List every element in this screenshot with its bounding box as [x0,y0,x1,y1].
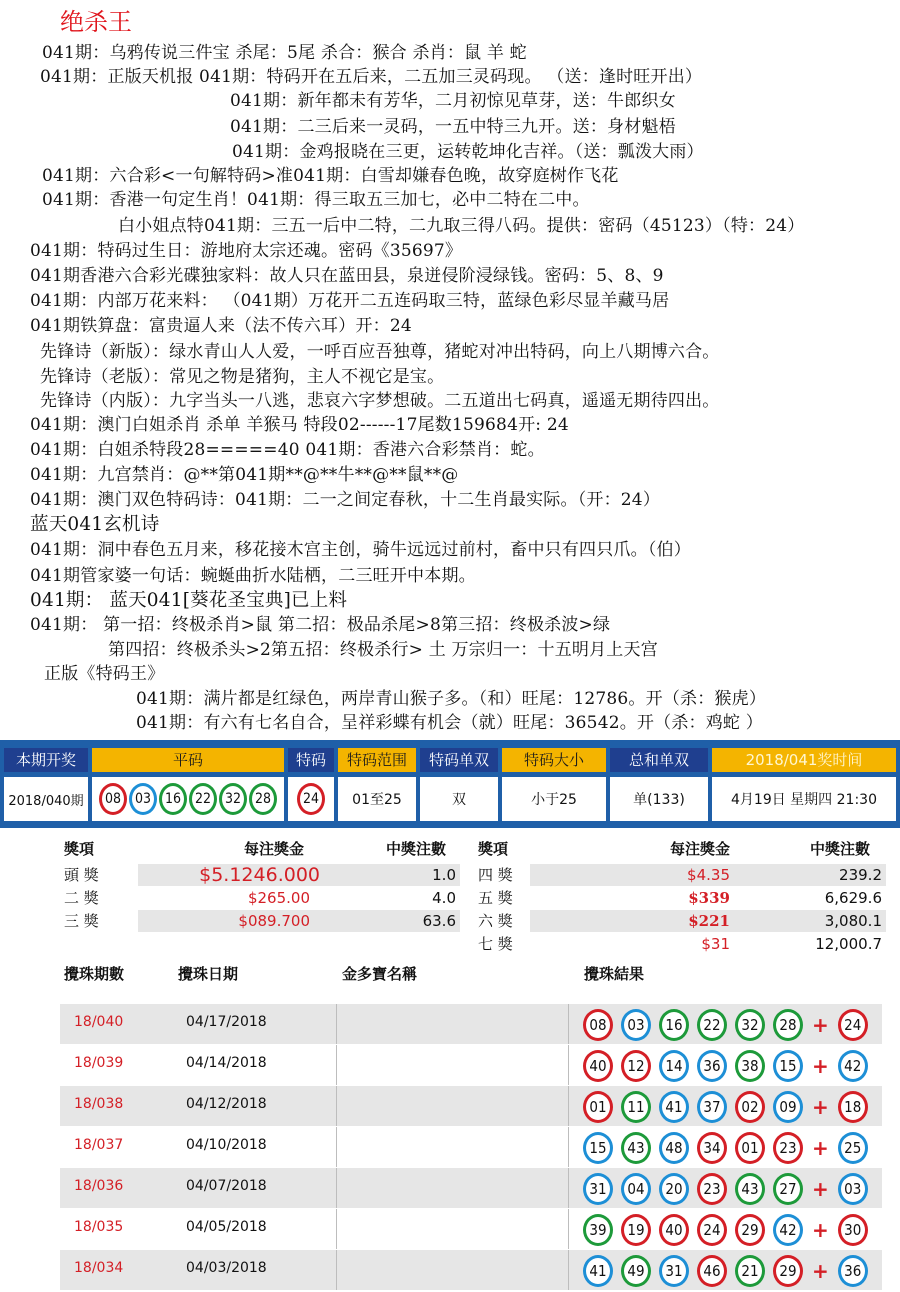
lottery-ball: 22 [697,1009,727,1041]
lottery-ball: 43 [621,1132,651,1164]
text-line: 041期管家婆一句话：蜿蜒曲折水陆栖，二三旺开中本期。 [30,566,476,586]
text-line: 041期：白姐杀特段28=====40 041期：香港六合彩禁肖：蛇。 [30,440,545,460]
special-ball: 24 [838,1009,868,1041]
prize-header-amount: 每注獎金 [244,840,305,858]
prize-label: 四 獎 [478,866,513,884]
lottery-ball: 34 [697,1132,727,1164]
special-ball: 30 [838,1214,868,1246]
table-row [60,1127,882,1167]
special-ball: 25 [838,1132,868,1164]
lottery-ball: 24 [297,783,325,815]
lottery-ball: 22 [189,783,217,815]
column-divider [568,1168,569,1208]
lottery-ball: 41 [583,1255,613,1287]
special-ball: 36 [838,1255,868,1287]
prize-header-amount: 每注獎金 [670,840,731,858]
results-header-period: 攪珠期數 [64,965,125,983]
lottery-ball: 28 [773,1009,803,1041]
lottery-ball: 31 [583,1173,613,1205]
column-divider [336,1209,337,1249]
text-line: 041期：澳门白姐杀肖 杀单 羊猴马 特段02------17尾数159684开: 24 [30,415,569,435]
prize-label: 三 獎 [64,912,99,930]
text-line: 041期：有六有七名自合，呈祥彩蝶有机会（就）旺尾：36542。开（杀：鸡蛇 ） [136,713,763,733]
prize-count: 12,000.7 [815,935,882,953]
prize-header-count: 中獎注數 [810,840,871,858]
lottery-ball: 29 [735,1214,765,1246]
lottery-ball: 49 [621,1255,651,1287]
prize-row [60,887,460,909]
draw-date: 04/07/2018 [186,1178,267,1194]
lottery-ball: 27 [773,1173,803,1205]
lottery-ball: 43 [735,1173,765,1205]
text-line: 041期：洞中春色五月来，移花接木宫主创，骑牛远远过前村，畜中只有四只爪。（伯） [30,540,691,560]
lottery-ball: 29 [773,1255,803,1287]
text-line: 041期：澳门双色特码诗：041期：二一之间定春秋，十二生肖最实际。（开：24） [30,490,661,510]
prize-label: 二 獎 [64,889,99,907]
lottery-ball: 01 [583,1091,613,1123]
prize-amount: $339 [688,889,730,907]
plus-icon: + [812,1259,829,1283]
lottery-ball: 20 [659,1173,689,1205]
prize-label: 六 獎 [478,912,513,930]
lottery-ball: 08 [583,1009,613,1041]
header-special-size: 特码大小 [502,748,606,772]
draw-date: 04/14/2018 [186,1055,267,1071]
text-line: 041期：二三后来一灵码，一五中特三九开。送：身材魁梧 [230,117,676,137]
text-line: 041期香港六合彩光碟独家料：故人只在蓝田县，泉迸侵阶浸绿钱。密码：5、8、9 [30,266,664,286]
prize-count: 4.0 [432,889,456,907]
prize-amount: $089.700 [238,912,310,930]
special-size-value: 小于25 [502,777,606,821]
lottery-ball: 46 [697,1255,727,1287]
lottery-ball: 48 [659,1132,689,1164]
table-row [60,1086,882,1126]
special-ball: 42 [838,1050,868,1082]
lottery-ball: 23 [773,1132,803,1164]
table-row [60,1209,882,1249]
lottery-ball: 08 [99,783,127,815]
lottery-ball: 01 [735,1132,765,1164]
prize-label: 五 獎 [478,889,513,907]
lottery-ball: 32 [735,1009,765,1041]
header-special-odd-even: 特码单双 [420,748,498,772]
draw-date: 04/17/2018 [186,1014,267,1030]
lottery-ball: 21 [735,1255,765,1287]
text-line: 第四招：终极杀头>2第五招：终极杀行> 土 万宗归一：十五明月上天宫 [108,640,658,660]
prize-amount: $5.1246.000 [199,864,320,886]
prize-count: 6,629.6 [824,889,882,907]
lottery-ball: 24 [697,1214,727,1246]
prize-count: 3,080.1 [824,912,882,930]
text-line: 041期：满片都是红绿色，两岸青山猴子多。（和）旺尾：12786。开（杀：猴虎） [136,689,767,709]
lottery-ball: 36 [697,1050,727,1082]
lottery-ball: 38 [735,1050,765,1082]
prize-count: 239.2 [839,866,882,884]
lottery-ball: 41 [659,1091,689,1123]
table-row [60,1168,882,1208]
plus-icon: + [812,1013,829,1037]
header-sum-odd-even: 总和单双 [610,748,708,772]
header-special-range: 特码范围 [338,748,416,772]
text-line: 041期： 蓝天041[葵花圣宝典]已上料 [30,590,348,611]
prize-label: 七 獎 [478,935,513,953]
text-line: 白小姐点特041期：三五一后中二特，二九取三得八码。提供：密码（45123）（特：24） [118,216,805,236]
lottery-ball: 37 [697,1091,727,1123]
prize-row [474,933,886,955]
header-next-draw-time: 2018/041奖时间 [712,748,896,772]
prize-header-label: 獎項 [478,840,509,858]
header-regular-numbers: 平码 [92,748,284,772]
draw-period: 18/038 [74,1096,124,1112]
prize-label: 頭 獎 [64,866,99,884]
plus-icon: + [812,1095,829,1119]
draw-period: 18/039 [74,1055,124,1071]
page-title: 绝杀王 [60,8,132,36]
text-line: 先锋诗（新版）：绿水青山人人爱，一呼百应吾独尊，猪蛇对冲出特码，向上八期博六合。 [40,342,720,362]
lottery-ball: 03 [129,783,157,815]
draw-balls [582,1214,875,1246]
header-special-number: 特码 [288,748,334,772]
draw-period: 18/040 [74,1014,124,1030]
prize-amount: $4.35 [687,866,730,884]
table-row [60,1250,882,1290]
text-line: 先锋诗（内版）：九字当头一八逃，悲哀六字梦想破。二五道出七码真，遥遥无期待四出。 [40,391,720,411]
special-odd-even-value: 双 [420,777,498,821]
column-divider [568,1209,569,1249]
prize-row [474,910,886,932]
column-divider [336,1127,337,1167]
column-divider [336,1168,337,1208]
column-divider [568,1086,569,1126]
prize-header-label: 獎項 [64,840,95,858]
next-draw-time-value: 4月19日 星期四 21:30 [712,777,896,821]
draw-date: 04/10/2018 [186,1137,267,1153]
text-line: 041期：九宫禁肖：@**第041期**@**牛**@**鼠**@ [30,465,459,485]
draw-balls [582,1173,875,1205]
lottery-ball: 42 [773,1214,803,1246]
lottery-ball: 23 [697,1173,727,1205]
column-divider [568,1004,569,1044]
column-divider [568,1127,569,1167]
prize-amount: $31 [701,935,730,953]
lottery-ball: 32 [219,783,247,815]
special-ball: 18 [838,1091,868,1123]
special-ball: 03 [838,1173,868,1205]
column-divider [336,1045,337,1085]
table-row [60,1004,882,1044]
draw-period: 18/037 [74,1137,124,1153]
column-divider [336,1250,337,1290]
plus-icon: + [812,1177,829,1201]
draw-balls [582,1050,875,1082]
lottery-ball: 02 [735,1091,765,1123]
lottery-ball: 03 [621,1009,651,1041]
text-line: 041期：内部万花来料： （041期）万花开二五连码取三特，蓝绿色彩尽显羊藏马居 [30,291,670,311]
prize-amount: $221 [688,912,730,930]
draw-balls [582,1091,875,1123]
lottery-ball: 15 [773,1050,803,1082]
plus-icon: + [812,1054,829,1078]
regular-balls [92,777,284,821]
draw-date: 04/03/2018 [186,1260,267,1276]
results-header-date: 攪珠日期 [178,965,239,983]
text-line: 先锋诗（老版）：常见之物是猪狗，主人不视它是宝。 [40,367,445,387]
text-line: 041期：正版天机报 041期：特码开在五后来，二五加三灵码现。 （送：逢时旺开出） [40,67,703,87]
prize-amount: $265.00 [247,889,310,907]
draw-period: 18/035 [74,1219,124,1235]
lottery-ball: 04 [621,1173,651,1205]
column-divider [568,1250,569,1290]
text-line: 041期：六合彩<一句解特码>准041期：白雪却嫌春色晚，故穿庭树作飞花 [42,166,619,186]
draw-period: 18/034 [74,1260,124,1276]
draw-balls [582,1255,875,1287]
text-line: 041期铁算盘：富贵逼人来（法不传六耳）开：24 [30,316,412,336]
column-divider [336,1086,337,1126]
lottery-ball: 40 [659,1214,689,1246]
text-line: 041期：乌鸦传说三件宝 杀尾：5尾 杀合：猴合 杀肖：鼠 羊 蛇 [42,43,527,63]
text-line: 041期：金鸡报晓在三更，运转乾坤化吉祥。（送：瓢泼大雨） [232,142,704,162]
special-range-value: 01至25 [338,777,416,821]
results-header-name: 金多寶名稱 [342,965,418,983]
column-divider [568,1045,569,1085]
lottery-ball: 11 [621,1091,651,1123]
lottery-ball: 16 [659,1009,689,1041]
plus-icon: + [812,1218,829,1242]
prize-row [60,864,460,886]
draw-balls [582,1132,875,1164]
draw-period: 18/036 [74,1178,124,1194]
prize-row [474,887,886,909]
lottery-ball: 14 [659,1050,689,1082]
lottery-ball: 39 [583,1214,613,1246]
results-header-result: 攪珠結果 [584,965,645,983]
text-line: 041期：新年都未有芳华，二月初惊见草芽，送：牛郎织女 [230,91,676,111]
lottery-ball: 28 [249,783,277,815]
lottery-ball: 40 [583,1050,613,1082]
prize-header-count: 中獎注數 [386,840,447,858]
text-line: 041期：香港一句定生肖！041期：得三取五三加七，必中二特在二中。 [42,190,590,210]
lottery-ball: 09 [773,1091,803,1123]
lottery-ball: 16 [159,783,187,815]
lottery-ball: 19 [621,1214,651,1246]
draw-balls [582,1009,875,1041]
plus-icon: + [812,1136,829,1160]
issue-number: 2018/040期 [4,777,88,821]
table-row [60,1045,882,1085]
text-line: 041期：特码过生日：游地府太宗还魂。密码《35697》 [30,241,463,261]
draw-date: 04/05/2018 [186,1219,267,1235]
sum-odd-even-value: 单(133) [610,777,708,821]
lottery-ball: 12 [621,1050,651,1082]
prize-row [474,864,886,886]
lottery-ball: 15 [583,1132,613,1164]
prize-count: 1.0 [432,866,456,884]
lottery-ball: 31 [659,1255,689,1287]
prize-row [60,910,460,932]
draw-table [0,740,900,828]
draw-date: 04/12/2018 [186,1096,267,1112]
special-ball [288,777,334,821]
prize-count: 63.6 [422,912,456,930]
text-line: 蓝天041玄机诗 [30,514,160,535]
text-line: 041期： 第一招：终极杀肖>鼠 第二招：极品杀尾>8第三招：终极杀波>绿 [30,615,611,635]
column-divider [336,1004,337,1044]
text-line: 正版《特码王》 [44,664,165,684]
header-current-draw: 本期开奖 [4,748,88,772]
